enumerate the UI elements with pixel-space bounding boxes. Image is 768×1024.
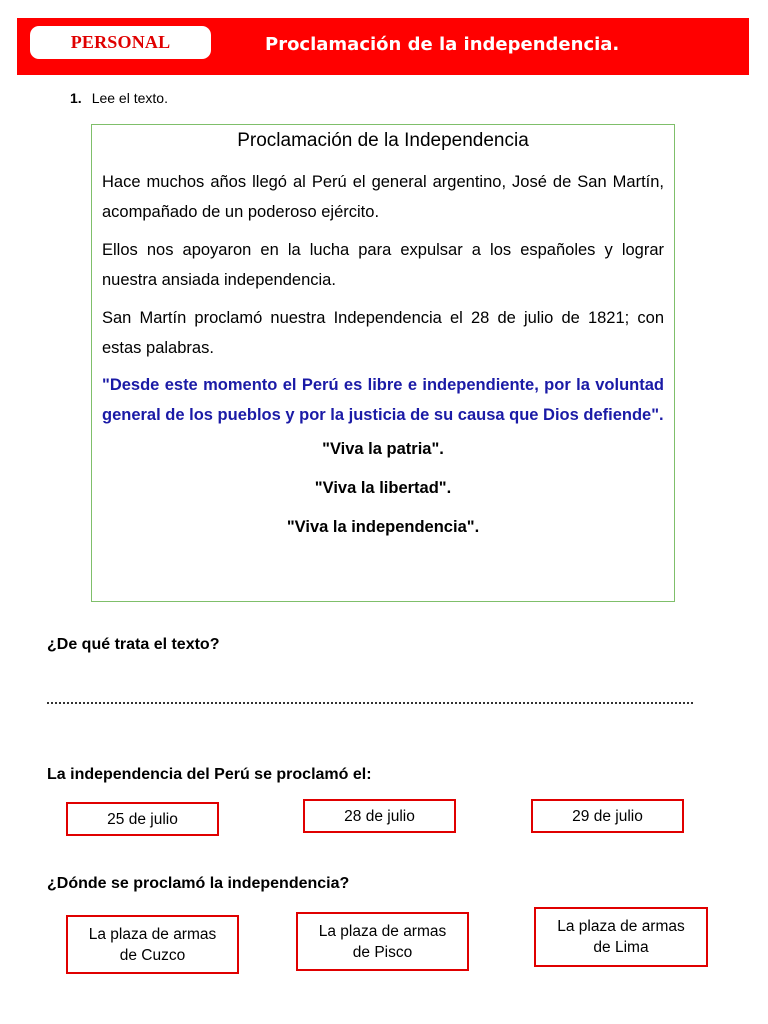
instruction-1 <box>70 90 168 106</box>
page-title: Proclamación de la independencia. <box>265 34 620 55</box>
personal-badge: PERSONAL <box>30 26 211 59</box>
reading-box <box>91 124 675 602</box>
instruction-number: 1. <box>70 90 82 106</box>
option-plaza-cuzco[interactable] <box>66 915 239 974</box>
cry-libertad: "Viva la libertad". <box>314 479 452 497</box>
reading-paragraph-2: Ellos nos apoyaron en la lucha para expulsar a los españoles y lograr nuestra ansiada independencia. <box>102 241 664 289</box>
header-banner <box>17 18 749 75</box>
option-lima-line-1: La plaza de armas <box>557 918 685 935</box>
option-28-julio[interactable]: 28 de julio <box>303 799 456 833</box>
reading-title: Proclamación de la Independencia <box>237 130 529 151</box>
option-cuzco-line-2: de Cuzco <box>119 946 186 964</box>
option-plaza-lima[interactable] <box>534 907 708 967</box>
cry-patria: "Viva la patria". <box>322 440 444 458</box>
answer-line[interactable] <box>47 702 693 704</box>
san-martin-quote: "Desde este momento el Perú es libre e independiente, por la voluntad general de los pueblos y por la justicia de su causa que Dios defiende". <box>102 376 664 424</box>
reading-paragraph-3: San Martín proclamó nuestra Independencia el 28 de julio de 1821; con estas palabras. <box>102 309 664 357</box>
option-lima-line-2: de Lima <box>593 939 649 956</box>
option-plaza-pisco[interactable] <box>296 912 469 971</box>
option-pisco-line-2: de Pisco <box>352 943 413 961</box>
reading-paragraph-1: Hace muchos años llegó al Perú el general argentino, José de San Martín, acompañado de un poderoso ejército. <box>102 173 664 221</box>
question-1: ¿De qué trata el texto? <box>47 636 220 653</box>
option-cuzco-line-1: La plaza de armas <box>88 925 217 943</box>
question-3: ¿Dónde se proclamó la independencia? <box>47 875 350 892</box>
option-29-julio[interactable]: 29 de julio <box>531 799 684 833</box>
option-25-julio[interactable]: 25 de julio <box>66 802 219 836</box>
question-2: La independencia del Perú se proclamó el: <box>47 766 372 783</box>
option-pisco-line-1: La plaza de armas <box>318 922 447 940</box>
instruction-text: Lee el texto. <box>91 90 168 106</box>
cry-independencia: "Viva la independencia". <box>286 518 480 536</box>
